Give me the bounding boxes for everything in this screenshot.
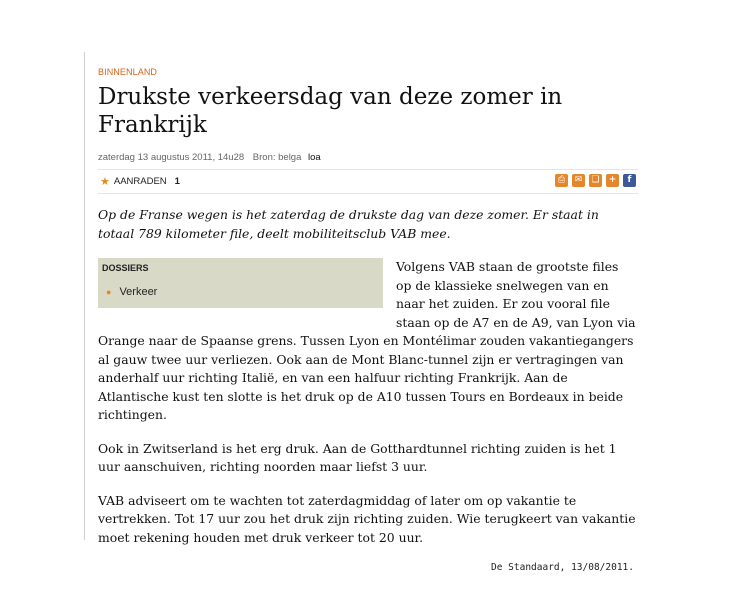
body-paragraph: Volgens VAB staan de grootste files op de klassieke snelwegen van en naar het zuiden. Er zou vooral file staan op de A7 en de A9, van Lyon via Orange naar de Spaanse grens. Tussen Lyon en Montélimar zouden vakantiegangers al gauw twee uur verliezen. Ook aan de Mont Blanc-tunnel zijn er vertragingen van anderhalf uur richting Italië, en van een halfuur richting Frankrijk. Aan de Atlantische kust ten slotte is het druk op de A10 tussen Tours en Bordeaux in beide richtingen. <box>98 259 636 422</box>
recommend-button[interactable] <box>100 175 180 188</box>
facebook-icon[interactable]: f <box>623 174 636 187</box>
article-body <box>98 258 636 562</box>
divider <box>98 169 638 170</box>
article <box>84 52 645 545</box>
body-paragraph: VAB adviseert om te wachten tot zaterdagmiddag of later om op vakantie te vertrekken. Tot 17 uur zou het druk zijn richting zuiden. Wie terugkeert van vakantie moet rekening houden met druk verkeer tot 20 uur. <box>98 492 636 545</box>
print-icon[interactable]: ⎙ <box>555 174 568 187</box>
plus-icon[interactable]: + <box>606 174 619 187</box>
article-toolbar <box>98 174 638 190</box>
recommend-label: AANRADEN <box>113 176 167 187</box>
author: loa <box>308 152 321 163</box>
publish-date: zaterdag 13 augustus 2011, 14u28 <box>98 152 245 163</box>
bullet-icon: ● <box>106 287 112 297</box>
category-label[interactable]: BINNENLAND <box>98 67 158 77</box>
divider <box>98 193 638 194</box>
dossier-item-label: Verkeer <box>119 286 158 298</box>
bookmark-icon[interactable]: ❏ <box>589 174 602 187</box>
lead-paragraph: Op de Franse wegen is het zaterdag de drukste dag van deze zomer. Er staat in totaal 789 kilometer file, deelt mobiliteitsclub VAB mee. <box>98 207 599 241</box>
dossiers-title: DOSSIERS <box>102 263 149 273</box>
source-label: Bron: belga <box>252 152 302 163</box>
star-icon: ★ <box>100 176 110 188</box>
mail-icon[interactable]: ✉ <box>572 174 585 187</box>
share-icons <box>555 174 636 187</box>
recommend-count: 1 <box>174 176 180 187</box>
headline: Drukste verkeersdag van deze zomer in Frankrijk <box>98 84 563 138</box>
body-paragraph: Ook in Zwitserland is het erg druk. Aan de Gotthardtunnel richting zuiden is het 1 uur aanschuiven, richting noorden maar liefst 3 uur. <box>98 440 617 474</box>
article-meta <box>98 152 321 163</box>
source-citation: De Standaard, 13/08/2011. <box>491 562 634 573</box>
